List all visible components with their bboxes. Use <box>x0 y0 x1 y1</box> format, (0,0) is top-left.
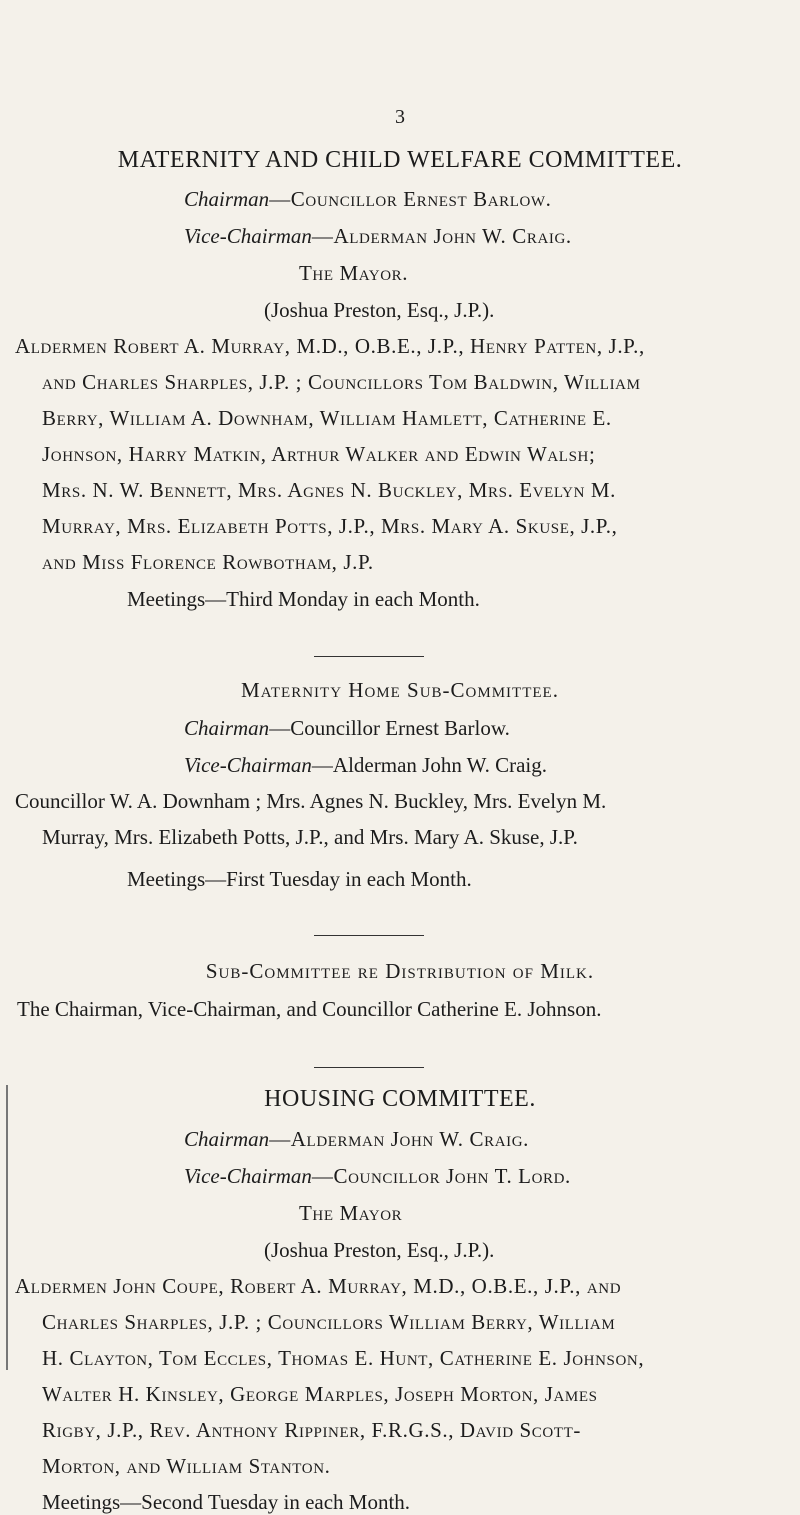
maternity-committee-title: MATERNITY AND CHILD WELFARE COMMITTEE. <box>117 147 683 173</box>
chairman-label: Chairman <box>184 1127 270 1151</box>
chairman-label: Chairman <box>184 187 270 211</box>
housing-members-line: Charles Sharples, J.P. ; Councillors William Berry, William <box>42 1310 616 1334</box>
housing-mayor-name: (Joshua Preston, Esq., J.P.). <box>264 1238 495 1262</box>
housing-members-line: H. Clayton, Tom Eccles, Thomas E. Hunt, Catherine E. Johnson, <box>42 1346 645 1370</box>
housing-committee-title: HOUSING COMMITTEE. <box>264 1086 536 1112</box>
left-margin-mark <box>6 1085 8 1370</box>
housing-members-line: Rigby, J.P., Rev. Anthony Rippiner, F.R.G.S., David Scott- <box>42 1418 581 1442</box>
maternity-members-line: and Charles Sharples, J.P. ; Councillors Tom Baldwin, William <box>42 370 641 394</box>
maternity-members-line: Johnson, Harry Matkin, Arthur Walker and Edwin Walsh; <box>42 442 596 466</box>
housing-members-line: Morton, and William Stanton. <box>42 1454 331 1478</box>
maternity-members-line: Berry, William A. Downham, William Hamlett, Catherine E. <box>42 406 612 430</box>
vice-chairman-label: Vice-Chairman <box>184 224 312 248</box>
vice-chairman-label: Vice-Chairman <box>184 1164 312 1188</box>
maternity-members-line: Murray, Mrs. Elizabeth Potts, J.P., Mrs. Mary A. Skuse, J.P., <box>42 514 618 538</box>
chairman-name: —Councillor Ernest Barlow. <box>269 187 552 211</box>
maternity-home-title: Maternity Home Sub-Committee. <box>241 678 559 702</box>
maternity-meetings: Meetings—Third Monday in each Month. <box>127 587 480 611</box>
maternity-members-line: Aldermen Robert A. Murray, M.D., O.B.E., J.P., Henry Patten, J.P., <box>15 334 645 358</box>
maternity-home-chairman <box>184 716 510 741</box>
vice-chairman-name: —Councillor John T. Lord. <box>311 1164 571 1188</box>
maternity-members-line: Mrs. N. W. Bennett, Mrs. Agnes N. Buckley, Mrs. Evelyn M. <box>42 478 617 502</box>
vice-chairman-label: Vice-Chairman <box>184 753 312 777</box>
milk-subcommittee-members: The Chairman, Vice-Chairman, and Councillor Catherine E. Johnson. <box>17 997 602 1021</box>
maternity-home-vice-chairman <box>184 753 547 778</box>
maternity-home-members-line: Murray, Mrs. Elizabeth Potts, J.P., and Mrs. Mary A. Skuse, J.P. <box>42 825 578 849</box>
maternity-chairman <box>184 187 552 212</box>
milk-subcommittee-title: Sub-Committee re Distribution of Milk. <box>205 959 595 983</box>
housing-meetings: Meetings—Second Tuesday in each Month. <box>42 1490 411 1514</box>
section-divider <box>314 1067 424 1068</box>
maternity-mayor-name: (Joshua Preston, Esq., J.P.). <box>264 298 495 322</box>
page-number: 3 <box>395 106 405 128</box>
maternity-members-line: and Miss Florence Rowbotham, J.P. <box>42 550 374 574</box>
maternity-mayor: The Mayor. <box>299 261 409 285</box>
housing-mayor: The Mayor <box>299 1201 403 1225</box>
maternity-home-meetings: Meetings—First Tuesday in each Month. <box>127 867 472 891</box>
vice-chairman-name: —Alderman John W. Craig. <box>311 753 547 777</box>
section-divider <box>314 935 424 936</box>
chairman-label: Chairman <box>184 716 270 740</box>
chairman-name: —Councillor Ernest Barlow. <box>269 716 510 740</box>
housing-vice-chairman <box>184 1164 571 1189</box>
housing-chairman <box>184 1127 529 1152</box>
section-divider <box>314 656 424 657</box>
housing-members-line: Walter H. Kinsley, George Marples, Joseph Morton, James <box>42 1382 598 1406</box>
chairman-name: —Alderman John W. Craig. <box>269 1127 530 1151</box>
vice-chairman-name: —Alderman John W. Craig. <box>311 224 572 248</box>
housing-members-line: Aldermen John Coupe, Robert A. Murray, M.D., O.B.E., J.P., and <box>15 1274 622 1298</box>
maternity-home-members-line: Councillor W. A. Downham ; Mrs. Agnes N. Buckley, Mrs. Evelyn M. <box>15 789 607 813</box>
maternity-vice-chairman <box>184 224 572 249</box>
